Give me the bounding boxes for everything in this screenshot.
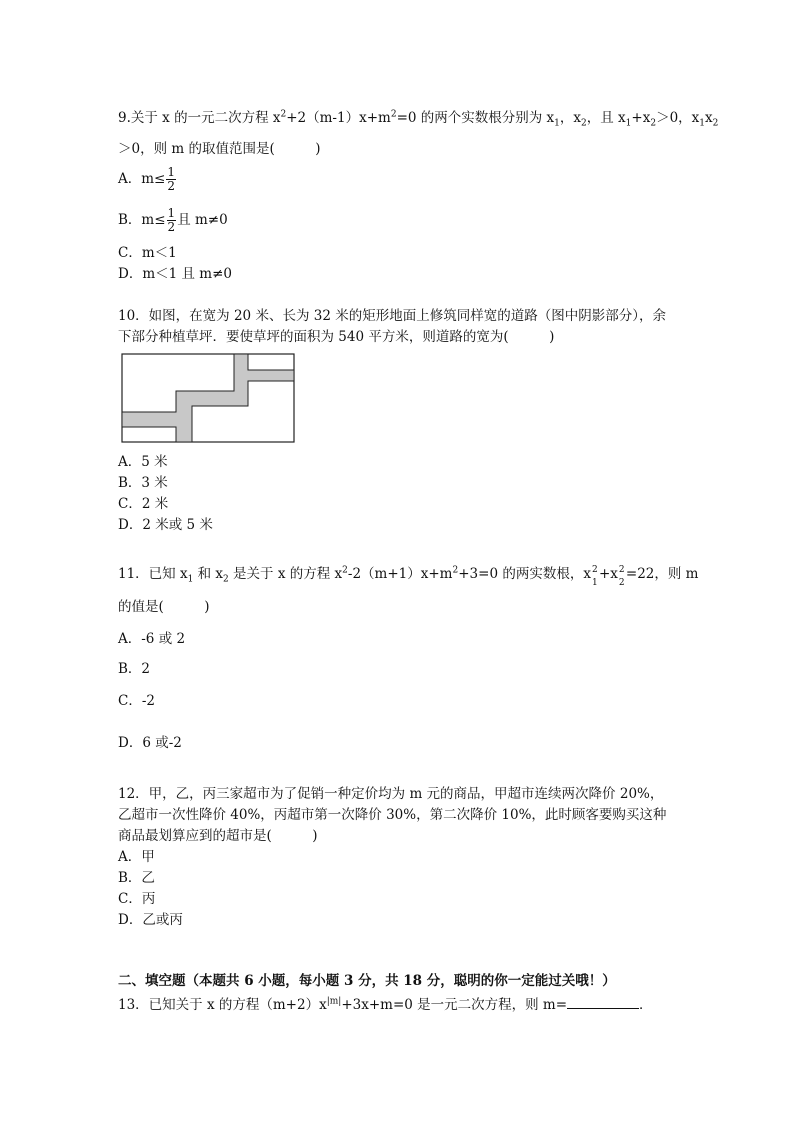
section-heading: 二、填空题（本题共 6 小题，每小题 3 分，共 18 分，聪明的你一定能过关哦！） [118,973,616,989]
superscript-subscript: 2 1 [591,565,598,588]
q11-option-a: A．-6 或 2 [118,631,186,647]
q10-line1: 10．如图，在宽为 20 米、长为 32 米的矩形地面上修筑同样宽的道路（图中阴影部分），余 [118,308,666,324]
q12-option-b: B．乙 [118,870,155,886]
q12-line1: 12．甲，乙，丙三家超市为了促销一种定价均为 m 元的商品，甲超市连续两次降价 20%， [118,786,664,802]
q12-option-a: A．甲 [118,849,155,865]
q11-line2: 的值是( ) [118,599,210,615]
superscript-subscript: 2 2 [618,565,625,588]
q11-option-c: C．-2 [118,693,155,709]
q10-option-c: C．2 米 [118,496,169,512]
fraction-one-half: $\frac{1}{2}$ [167,165,176,193]
q10-option-d: D．2 米或 5 米 [118,517,213,533]
q9-option-c: C．m＜1 [118,245,177,261]
q9-line2: ＞0，则 m 的取值范围是( ) [118,141,321,157]
q12-line2: 乙超市一次性降价 40%，丙超市第一次降价 30%，第二次降价 10%，此时顾客要购买这种 [118,807,667,823]
fraction-one-half: $\frac{1}{2}$ [167,206,176,234]
answer-blank[interactable] [567,994,639,1009]
q10-line2: 下部分种植草坪．要使草坪的面积为 540 平方米，则道路的宽为( ) [118,329,555,345]
q11-option-d: D．6 或-2 [118,735,182,751]
q9-option-b: B．m≤ $\frac{1}{2}$ 且 m≠0 [118,206,228,234]
q11-option-b: B．2 [118,661,151,677]
q10-option-b: B．3 米 [118,475,168,491]
q9-line1: 9.关于 x 的一元二次方程 $x^2+2(m-1)x+m^2=0$ 的两个实数根分别为 $x_1$，$x_2$，且 $x_1+x_2>0$，$x_1x_2$ [118,109,719,129]
q9-option-d: D．m＜1 且 m≠0 [118,266,232,282]
q12-option-c: C．丙 [118,891,156,907]
road-figure [121,353,295,443]
q13-line1: 13．已知关于 x 的方程$(m+2)x^{|m|}+3x+m=0$ 是一元二次方程，则 m= ． [118,994,653,1014]
q9-option-a: A．m≤ $\frac{1}{2}$ [118,165,176,193]
q11-line1: 11．已知 $x_1$ 和 $x_2$ 是关于 x 的方程 $x^2-2(m+1)x+m^2+3=0$ 的两实数根，x 2 1 +x 2 2 =22，则 m [118,565,699,588]
q12-option-d: D．乙或丙 [118,912,183,928]
q10-option-a: A．5 米 [118,454,168,470]
q12-line3: 商品最划算应到的超市是( ) [118,828,318,844]
